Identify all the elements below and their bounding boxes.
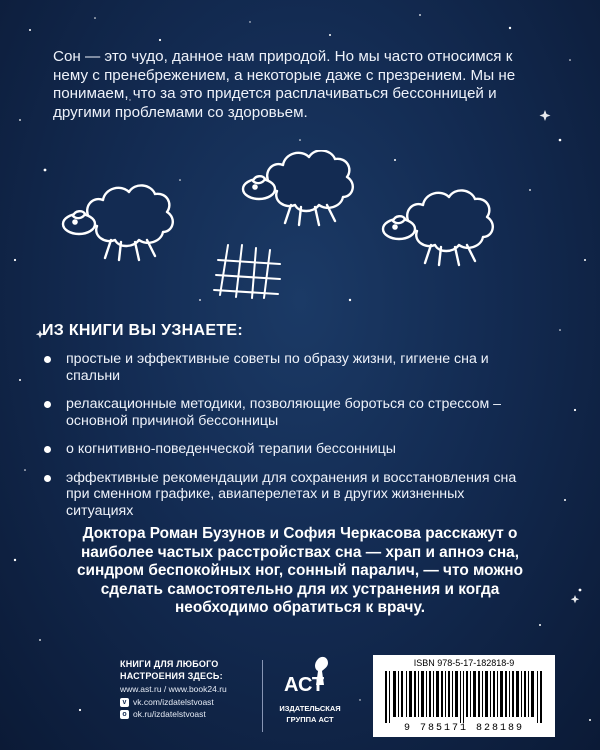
fence-icon — [214, 245, 280, 298]
publisher-name-1: ИЗДАТЕЛЬСКАЯ — [279, 704, 341, 713]
list-item: о когнитивно-поведенческой терапии бессонницы — [42, 441, 522, 458]
vk-icon: v — [120, 698, 129, 707]
bullet-icon — [44, 356, 51, 363]
footer-divider — [262, 660, 263, 732]
bullet-icon — [44, 446, 51, 453]
isbn-label: ISBN 978-5-17-182818-9 — [413, 658, 515, 668]
publisher-logo — [270, 655, 350, 724]
ast-logo-text: АСТ — [284, 674, 325, 696]
list-item: эффективные рекомендации для сохранения и восстановления сна при сменном графике, авиаперелетах и в других жизненных ситуациях — [42, 470, 522, 520]
ok-icon: o — [120, 710, 129, 719]
barcode-digits: 9 785171 828189 — [403, 723, 524, 734]
authors-paragraph: Доктора Роман Бузунов и София Черкасова расскажут о наиболее частых расстройствах сна — храп и апноэ сна, синдром беспокойных ног, сонный паралич, — что можно сделать самостоятельно для их устранения и когда необходимо обратиться к врачу. — [77, 525, 523, 617]
list-item: релаксационные методики, позволяющие бороться со стрессом – основной причиной бессонницы — [42, 396, 522, 429]
list-item: простые и эффективные советы по образу жизни, гигиене сна и спальни — [42, 351, 522, 384]
footer-heading-2: НАСТРОЕНИЯ ЗДЕСЬ: — [120, 671, 223, 681]
sheep-illustration — [0, 150, 600, 320]
footer-links — [120, 658, 250, 719]
website-links[interactable]: www.ast.ru / www.book24.ru — [120, 684, 227, 694]
vk-link[interactable]: v vk.com/izdatelstvoast — [120, 697, 250, 707]
bullet-icon — [44, 475, 51, 482]
ast-logo-icon — [280, 655, 340, 697]
sheep-icon — [243, 150, 353, 225]
learn-heading: ИЗ КНИГИ ВЫ УЗНАЕТЕ: — [42, 322, 243, 339]
isbn-barcode-box — [373, 655, 555, 737]
bullet-icon — [44, 401, 51, 408]
intro-paragraph: Сон — это чудо, данное нам природой. Но мы часто относимся к нему с пренебрежением, а некоторые даже с презрением. Мы не понимаем, что за это придется расплачиваться бессонницей и другими проблемами со здоровьем. — [53, 48, 516, 121]
footer-heading-1: КНИГИ ДЛЯ ЛЮБОГО — [120, 659, 219, 669]
sheep-icon — [63, 185, 173, 260]
publisher-name-2: ГРУППА АСТ — [286, 715, 334, 724]
ok-link[interactable]: o ok.ru/izdatelstvoast — [120, 709, 250, 719]
learn-list — [42, 351, 522, 531]
barcode-icon — [385, 671, 543, 723]
sheep-icon — [383, 190, 493, 265]
